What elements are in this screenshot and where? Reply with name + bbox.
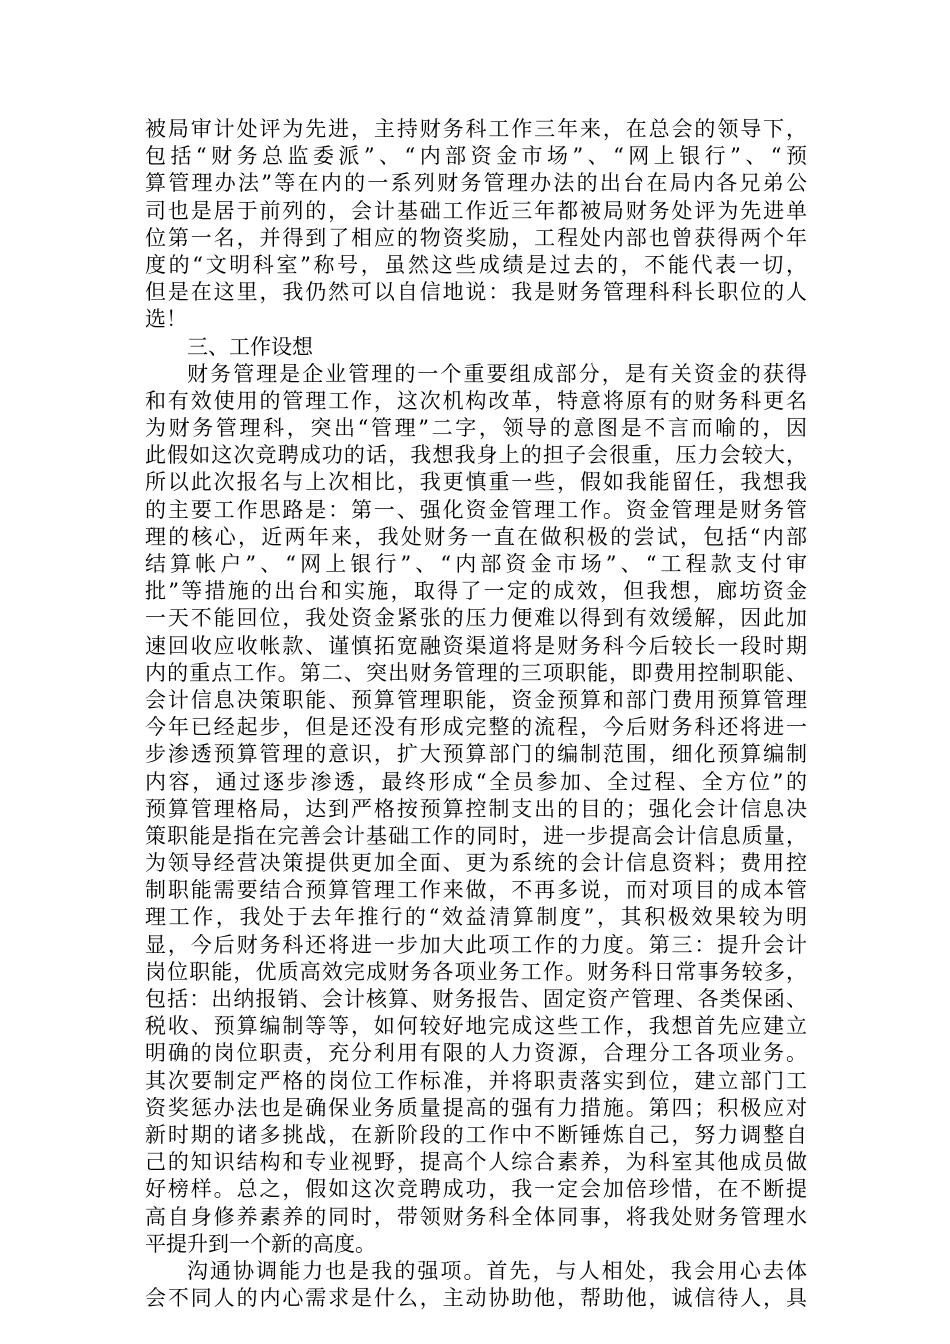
- text-line: 包括“财务总监委派”、“内部资金市场”、“网上银行”、“预: [145, 144, 807, 169]
- paragraph-work-plan: [145, 361, 807, 1258]
- text-line: 会不同人的内心需求是什么，主动协助他，帮助他，诚信待人，具: [145, 1286, 807, 1311]
- text-line: 选！: [145, 307, 187, 332]
- text-line: 己的知识结构和专业视野，提高个人综合素养，为科室其他成员做: [145, 1150, 807, 1175]
- text-line: 平提升到一个新的高度。: [145, 1231, 376, 1256]
- text-line: 为领导经营决策提供更加全面、更为系统的会计信息资料；费用控: [145, 851, 807, 876]
- text-line: 内容，通过逐步渗透，最终形成“全员参加、全过程、全方位”的: [145, 769, 807, 794]
- text-line: 司也是居于前列的，会计基础工作近三年都被局财务处评为先进单: [145, 198, 807, 223]
- text-line: 所以此次报名与上次相比，我更慎重一些，假如我能留任，我想我: [145, 470, 807, 495]
- text-line: 此假如这次竞聘成功的话，我想我身上的担子会很重，压力会较大，: [145, 443, 807, 468]
- text-line: 但是在这里，我仍然可以自信地说：我是财务管理科科长职位的人: [145, 280, 807, 305]
- text-line: 财务管理是企业管理的一个重要组成部分，是有关资金的获得: [187, 361, 807, 386]
- text-line: 会计信息决策职能、预算管理职能，资金预算和部门费用预算管理: [145, 687, 807, 712]
- text-line: 批”等措施的出台和实施，取得了一定的成效，但我想，廊坊资金: [145, 579, 807, 604]
- text-line: 算管理办法”等在内的一系列财务管理办法的出台在局内各兄弟公: [145, 171, 807, 196]
- text-line: 税收、预算编制等等，如何较好地完成这些工作，我想首先应建立: [145, 1014, 807, 1039]
- document-page: [145, 116, 807, 1312]
- text-line: 策职能是指在完善会计基础工作的同时，进一步提高会计信息质量，: [145, 823, 807, 848]
- text-line: 沟通协调能力也是我的强项。首先，与人相处，我会用心去体: [187, 1258, 807, 1283]
- text-line: 为财务管理科，突出“管理”二字，领导的意图是不言而喻的，因: [145, 416, 807, 441]
- text-line: 度的“文明科室”称号，虽然这些成绩是过去的，不能代表一切，: [145, 252, 807, 277]
- text-line: 速回收应收帐款、谨慎拓宽融资渠道将是财务科今后较长一段时期: [145, 633, 807, 658]
- text-line: 一天不能回位，我处资金紧张的压力便难以得到有效缓解，因此加: [145, 606, 807, 631]
- text-line: 新时期的诸多挑战，在新阶段的工作中不断锤炼自己，努力调整自: [145, 1122, 807, 1147]
- text-line: 高自身修养素养的同时，带领财务科全体同事，将我处财务管理水: [145, 1204, 807, 1229]
- text-line: 明确的岗位职责，充分利用有限的人力资源，合理分工各项业务。: [145, 1041, 807, 1066]
- text-line: 岗位职能，优质高效完成财务各项业务工作。财务科日常事务较多，: [145, 959, 807, 984]
- text-line: 内的重点工作。第二、突出财务管理的三项职能，即费用控制职能、: [145, 660, 807, 685]
- text-line: 被局审计处评为先进，主持财务科工作三年来，在总会的领导下，: [145, 117, 807, 141]
- section-heading-text: 三、工作设想: [187, 334, 313, 359]
- text-line: 的主要工作思路是：第一、强化资金管理工作。资金管理是财务管: [145, 497, 807, 522]
- section-heading: [145, 334, 807, 361]
- paragraph-communication: [145, 1258, 807, 1312]
- text-line: 今年已经起步，但是还没有形成完整的流程，今后财务科还将进一: [145, 715, 807, 740]
- text-line: 结算帐户”、“网上银行”、“内部资金市场”、“工程款支付审: [145, 552, 807, 576]
- text-line: 和有效使用的管理工作，这次机构改革，特意将原有的财务科更名: [145, 388, 807, 413]
- paragraph-achievements: [145, 116, 807, 334]
- text-line: 显，今后财务科还将进一步加大此项工作的力度。第三：提升会计: [145, 932, 807, 957]
- text-line: 其次要制定严格的岗位工作标准，并将职责落实到位，建立部门工: [145, 1068, 807, 1093]
- text-line: 理工作，我处于去年推行的“效益清算制度”，其积极效果较为明: [145, 905, 807, 930]
- text-line: 好榜样。总之，假如这次竞聘成功，我一定会加倍珍惜，在不断提: [145, 1177, 807, 1202]
- text-line: 理的核心，近两年来，我处财务一直在做积极的尝试，包括“内部: [145, 524, 807, 549]
- text-line: 包括：出纳报销、会计核算、财务报告、固定资产管理、各类保函、: [145, 987, 807, 1011]
- text-line: 资奖惩办法也是确保业务质量提高的强有力措施。第四；积极应对: [145, 1095, 807, 1120]
- text-line: 制职能需要结合预算管理工作来做，不再多说，而对项目的成本管: [145, 878, 807, 903]
- text-line: 位第一名，并得到了相应的物资奖励，工程处内部也曾获得两个年: [145, 225, 807, 250]
- text-line: 步渗透预算管理的意识，扩大预算部门的编制范围，细化预算编制: [145, 742, 807, 767]
- text-line: 预算管理格局，达到严格按预算控制支出的目的；强化会计信息决: [145, 796, 807, 821]
